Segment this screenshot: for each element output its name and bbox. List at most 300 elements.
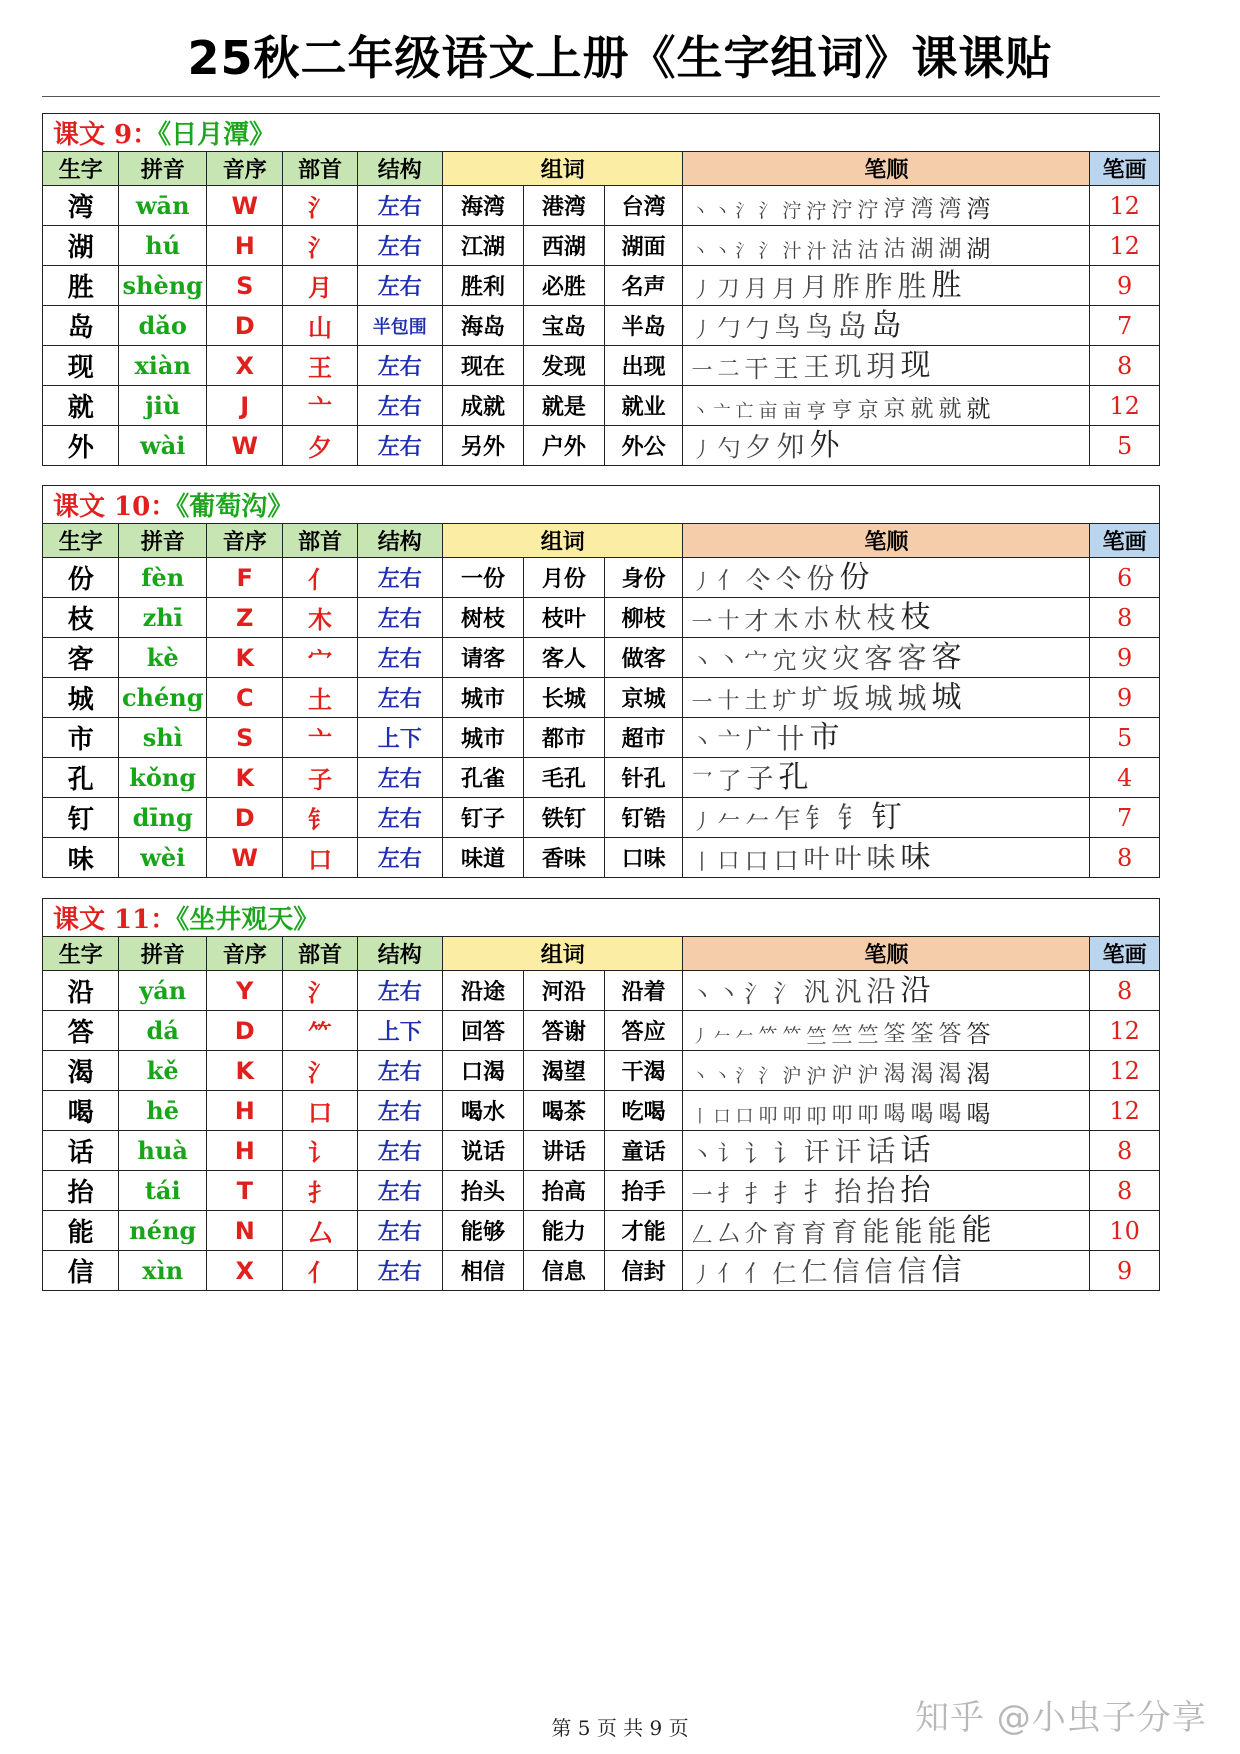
initial-letter-cell: D — [207, 798, 283, 838]
stroke-order-cell — [683, 1171, 1090, 1211]
stroke-step: 亻 — [744, 1261, 768, 1287]
stroke-step: 玥 — [866, 349, 896, 383]
stroke-step: 信 — [931, 1253, 962, 1288]
stroke-step: 口 — [717, 849, 740, 874]
word-cell: 海岛 — [443, 306, 524, 346]
stroke-step: 丶 — [691, 1143, 713, 1167]
table-row — [43, 758, 1160, 798]
radical-cell: 氵 — [283, 226, 357, 266]
watermark: 知乎 @小虫子分享 — [915, 1698, 1207, 1738]
character-cell: 钉 — [43, 798, 119, 838]
structure-cell: 上下 — [357, 1011, 442, 1051]
stroke-step: 味 — [866, 841, 896, 875]
table-row — [43, 1251, 1160, 1291]
structure-cell: 左右 — [357, 346, 442, 386]
word-cell: 城市 — [443, 678, 524, 718]
pinyin-cell: wān — [119, 186, 207, 226]
stroke-sequence — [691, 971, 1089, 1010]
table-row — [43, 306, 1160, 346]
stroke-step: 现 — [900, 348, 931, 383]
stroke-order-cell — [683, 838, 1090, 878]
stroke-step: 钅 — [805, 804, 833, 835]
stroke-order-cell — [683, 266, 1090, 306]
stroke-sequence — [691, 226, 1089, 265]
pinyin-cell: wài — [119, 426, 207, 466]
radical-cell: 氵 — [283, 1051, 357, 1091]
stroke-step: 城 — [897, 681, 927, 715]
initial-letter-cell: K — [207, 758, 283, 798]
table-row — [43, 1211, 1160, 1251]
word-cell: 香味 — [523, 838, 604, 878]
stroke-order-cell — [683, 678, 1090, 718]
stroke-step: 抬 — [900, 1173, 931, 1208]
radical-cell: 厶 — [283, 1211, 357, 1251]
stroke-step: 喝 — [883, 1102, 906, 1127]
stroke-step: 竺 — [806, 1024, 827, 1048]
pinyin-cell: yán — [119, 971, 207, 1011]
table-row — [43, 186, 1160, 226]
stroke-step: 汁 — [806, 239, 827, 263]
stroke-step: 氵 — [735, 201, 754, 222]
stroke-step: 能 — [961, 1213, 992, 1248]
stroke-step: 木 — [773, 606, 799, 635]
column-header-structure: 结构 — [357, 152, 442, 186]
structure-cell: 左右 — [357, 758, 442, 798]
stroke-order-cell — [683, 426, 1090, 466]
structure-cell: 左右 — [357, 426, 442, 466]
column-header-pinyin: 拼音 — [119, 524, 207, 558]
stroke-step: 月 — [744, 276, 768, 302]
word-cell: 河沿 — [523, 971, 604, 1011]
stroke-order-cell — [683, 1091, 1090, 1131]
pinyin-cell: hē — [119, 1091, 207, 1131]
column-header-order: 笔顺 — [683, 937, 1090, 971]
character-cell: 渴 — [43, 1051, 119, 1091]
stroke-step: 讦 — [803, 1138, 830, 1168]
stroke-count-cell: 12 — [1090, 226, 1160, 266]
stroke-step: 𠂉 — [735, 1026, 754, 1047]
stroke-step: 市 — [809, 720, 840, 755]
word-cell: 现在 — [443, 346, 524, 386]
word-cell: 枝叶 — [523, 598, 604, 638]
initial-letter-cell: J — [207, 386, 283, 426]
initial-letter-cell: X — [207, 1251, 283, 1291]
column-header-count: 笔画 — [1090, 524, 1160, 558]
table-row — [43, 266, 1160, 306]
stroke-step: 𠂉 — [745, 807, 770, 835]
pinyin-cell: fèn — [119, 558, 207, 598]
stroke-count-cell: 12 — [1090, 1051, 1160, 1091]
word-cell: 才能 — [604, 1211, 683, 1251]
stroke-step: 丿 — [691, 570, 713, 594]
word-cell: 半岛 — [604, 306, 683, 346]
stroke-step: 丨 — [691, 1107, 709, 1127]
character-cell: 湖 — [43, 226, 119, 266]
stroke-step: 就 — [938, 396, 962, 422]
word-cell: 童话 — [604, 1131, 683, 1171]
stroke-step: 玑 — [834, 352, 862, 383]
stroke-count-cell: 9 — [1090, 638, 1160, 678]
stroke-step: 答 — [938, 1021, 962, 1047]
stroke-step: 筌 — [883, 1022, 906, 1047]
stroke-step: 口 — [744, 847, 769, 875]
stroke-sequence — [691, 758, 1089, 797]
stroke-step: 筌 — [910, 1021, 934, 1047]
stroke-step: 味 — [900, 840, 931, 875]
stroke-step: 丶 — [691, 242, 709, 262]
stroke-step: 𠂉 — [717, 808, 741, 834]
stroke-sequence — [691, 1131, 1089, 1170]
initial-letter-cell: W — [207, 838, 283, 878]
column-header-char: 生字 — [43, 524, 119, 558]
stroke-step: 叩 — [782, 1105, 802, 1127]
stroke-sequence — [691, 838, 1089, 877]
stroke-step: 卄 — [776, 722, 805, 755]
pinyin-cell: wèi — [119, 838, 207, 878]
stroke-count-cell: 8 — [1090, 598, 1160, 638]
table-row — [43, 1171, 1160, 1211]
radical-cell: ⺮ — [283, 1011, 357, 1051]
stroke-step: 氵 — [758, 200, 778, 222]
column-header-seq: 音序 — [207, 152, 283, 186]
stroke-sequence — [691, 718, 1089, 757]
stroke-step: 抬 — [866, 1174, 896, 1208]
stroke-step: 渴 — [910, 1061, 934, 1087]
stroke-step: 亠 — [713, 402, 731, 422]
initial-letter-cell: W — [207, 426, 283, 466]
stroke-count-cell: 8 — [1090, 1171, 1160, 1211]
column-header-count: 笔画 — [1090, 937, 1160, 971]
column-header-seq: 音序 — [207, 524, 283, 558]
lesson-number: 课文 9： — [53, 120, 159, 150]
stroke-step: 口 — [713, 1107, 731, 1127]
stroke-step: 叩 — [758, 1105, 778, 1127]
initial-letter-cell: Z — [207, 598, 283, 638]
stroke-step: 喝 — [938, 1101, 962, 1127]
word-cell: 超市 — [604, 718, 683, 758]
stroke-step: 月 — [801, 273, 828, 303]
stroke-order-cell — [683, 971, 1090, 1011]
character-cell: 信 — [43, 1251, 119, 1291]
stroke-step: 沪 — [831, 1063, 853, 1087]
stroke-step: 汎 — [803, 978, 830, 1008]
stroke-step: 扌 — [744, 1180, 769, 1208]
pinyin-cell: kě — [119, 1051, 207, 1091]
stroke-step: 丿 — [691, 318, 713, 342]
pinyin-cell: shì — [119, 718, 207, 758]
stroke-count-cell: 12 — [1090, 1091, 1160, 1131]
stroke-step: 勺 — [717, 436, 741, 462]
word-cell: 请客 — [443, 638, 524, 678]
stroke-step: 圹 — [772, 687, 797, 715]
pinyin-cell: xiàn — [119, 346, 207, 386]
stroke-step: 口 — [735, 1106, 754, 1127]
stroke-order-cell — [683, 638, 1090, 678]
structure-cell: 左右 — [357, 226, 442, 266]
stroke-step: 子 — [746, 764, 774, 795]
radical-cell: 木 — [283, 598, 357, 638]
structure-cell: 左右 — [357, 1211, 442, 1251]
stroke-sequence — [691, 1211, 1089, 1250]
character-cell: 份 — [43, 558, 119, 598]
radical-cell: 氵 — [283, 971, 357, 1011]
structure-cell: 左右 — [357, 1091, 442, 1131]
stroke-step: 城 — [931, 680, 962, 715]
stroke-step: 亠 — [717, 728, 741, 754]
stroke-order-cell — [683, 186, 1090, 226]
radical-cell: 亻 — [283, 558, 357, 598]
stroke-count-cell: 12 — [1090, 386, 1160, 426]
stroke-step: 胜 — [931, 268, 962, 303]
stroke-sequence — [691, 346, 1089, 385]
stroke-step: 丿 — [691, 1263, 713, 1287]
stroke-count-cell: 4 — [1090, 758, 1160, 798]
word-cell: 外公 — [604, 426, 683, 466]
stroke-step: 泞 — [806, 199, 827, 223]
stroke-order-cell — [683, 306, 1090, 346]
stroke-order-cell — [683, 386, 1090, 426]
table-row — [43, 798, 1160, 838]
initial-letter-cell: X — [207, 346, 283, 386]
initial-letter-cell: H — [207, 1131, 283, 1171]
page-footer: 第 5 页 共 9 页 — [551, 1716, 689, 1740]
stroke-step: 亻 — [717, 1262, 740, 1287]
pinyin-cell: kǒng — [119, 758, 207, 798]
word-cell: 京城 — [604, 678, 683, 718]
lesson-number: 课文 10： — [53, 492, 177, 522]
title-divider — [42, 96, 1160, 97]
word-cell: 针孔 — [604, 758, 683, 798]
stroke-step: 灾 — [801, 645, 828, 675]
pinyin-cell: zhī — [119, 598, 207, 638]
stroke-step: 喝 — [910, 1101, 934, 1127]
stroke-step: 湾 — [910, 196, 934, 222]
word-cell: 吃喝 — [604, 1091, 683, 1131]
radical-cell: 亠 — [283, 386, 357, 426]
stroke-step: 灾 — [832, 644, 860, 675]
word-cell: 口渴 — [443, 1051, 524, 1091]
stroke-step: 丿 — [691, 810, 713, 834]
stroke-step: 丶 — [713, 242, 731, 262]
lesson-title: 《日月潭》 — [158, 120, 276, 150]
word-cell: 渴望 — [523, 1051, 604, 1091]
stroke-count-cell: 8 — [1090, 1131, 1160, 1171]
word-cell: 回答 — [443, 1011, 524, 1051]
column-header-pinyin: 拼音 — [119, 152, 207, 186]
stroke-step: 沪 — [782, 1065, 802, 1087]
initial-letter-cell: K — [207, 1051, 283, 1091]
initial-letter-cell: S — [207, 718, 283, 758]
radical-cell: 土 — [283, 678, 357, 718]
structure-cell: 左右 — [357, 266, 442, 306]
stroke-step: 广 — [745, 725, 772, 755]
column-header-order: 笔顺 — [683, 152, 1090, 186]
stroke-step: 湾 — [966, 195, 991, 223]
stroke-count-cell: 12 — [1090, 1011, 1160, 1051]
word-cell: 信封 — [604, 1251, 683, 1291]
stroke-step: 叩 — [831, 1103, 853, 1127]
stroke-step: 泞 — [831, 198, 853, 222]
stroke-order-cell — [683, 758, 1090, 798]
stroke-sequence — [691, 1091, 1089, 1130]
stroke-step: 湾 — [938, 196, 962, 222]
stroke-step: 外 — [809, 428, 840, 463]
initial-letter-cell: C — [207, 678, 283, 718]
word-cell: 都市 — [523, 718, 604, 758]
stroke-step: 朩 — [803, 605, 830, 635]
stroke-step: 氵 — [744, 980, 769, 1008]
stroke-sequence — [691, 798, 1089, 837]
word-cell: 城市 — [443, 718, 524, 758]
word-cell: 抬高 — [523, 1171, 604, 1211]
stroke-sequence — [691, 306, 1089, 345]
structure-cell: 左右 — [357, 798, 442, 838]
stroke-count-cell: 8 — [1090, 971, 1160, 1011]
stroke-step: 亨 — [831, 398, 853, 422]
table-row — [43, 838, 1160, 878]
stroke-count-cell: 6 — [1090, 558, 1160, 598]
stroke-step: 丶 — [691, 730, 713, 754]
stroke-step: 亩 — [782, 400, 802, 422]
stroke-step: 叶 — [803, 845, 830, 875]
stroke-step: 讠 — [717, 1142, 740, 1167]
column-header-order: 笔顺 — [683, 524, 1090, 558]
stroke-step: 丶 — [713, 1067, 731, 1087]
stroke-step: 叩 — [806, 1104, 827, 1128]
stroke-step: 沪 — [806, 1064, 827, 1088]
pinyin-cell: dīng — [119, 798, 207, 838]
stroke-order-cell — [683, 1131, 1090, 1171]
stroke-order-cell — [683, 798, 1090, 838]
initial-letter-cell: S — [207, 266, 283, 306]
word-cell: 说话 — [443, 1131, 524, 1171]
stroke-count-cell: 10 — [1090, 1211, 1160, 1251]
stroke-step: 份 — [839, 560, 870, 595]
structure-cell: 左右 — [357, 186, 442, 226]
radical-cell: 扌 — [283, 1171, 357, 1211]
lesson-section — [42, 113, 1160, 466]
stroke-step: 圹 — [801, 685, 828, 715]
character-cell: 现 — [43, 346, 119, 386]
structure-cell: 左右 — [357, 678, 442, 718]
word-cell: 一份 — [443, 558, 524, 598]
page-title: 25秋二年级语文上册《生字组词》课课贴 — [187, 31, 1053, 85]
character-cell: 枝 — [43, 598, 119, 638]
table-row — [43, 1051, 1160, 1091]
stroke-step: 一 — [691, 610, 713, 634]
initial-letter-cell: Y — [207, 971, 283, 1011]
word-cell: 名声 — [604, 266, 683, 306]
stroke-order-cell — [683, 1051, 1090, 1091]
stroke-step: 了 — [717, 767, 742, 795]
stroke-step: 喝 — [966, 1100, 991, 1128]
table-row — [43, 971, 1160, 1011]
stroke-step: 汁 — [782, 240, 802, 262]
word-cell: 相信 — [443, 1251, 524, 1291]
stroke-step: 介 — [744, 1221, 768, 1247]
stroke-step: 丶 — [691, 983, 713, 1007]
stroke-step: 话 — [900, 1133, 931, 1168]
stroke-order-cell — [683, 226, 1090, 266]
stroke-step: 丿 — [691, 278, 713, 302]
character-cell: 就 — [43, 386, 119, 426]
stroke-step: 话 — [866, 1134, 896, 1168]
stroke-step: 渴 — [938, 1061, 962, 1087]
stroke-step: 沽 — [883, 237, 906, 262]
pinyin-cell: dá — [119, 1011, 207, 1051]
column-header-char: 生字 — [43, 152, 119, 186]
lesson-heading — [43, 486, 1160, 524]
initial-letter-cell: W — [207, 186, 283, 226]
structure-cell: 左右 — [357, 1051, 442, 1091]
stroke-step: 丶 — [713, 202, 731, 222]
word-cell: 江湖 — [443, 226, 524, 266]
stroke-sequence — [691, 426, 1089, 465]
initial-letter-cell: D — [207, 306, 283, 346]
stroke-step: 沽 — [831, 238, 853, 262]
stroke-step: 钉 — [871, 800, 902, 835]
stroke-step: 胙 — [832, 272, 860, 303]
lesson-section — [42, 898, 1160, 1291]
word-cell: 味道 — [443, 838, 524, 878]
column-header-char: 生字 — [43, 937, 119, 971]
column-header-count: 笔画 — [1090, 152, 1160, 186]
stroke-step: 就 — [910, 396, 934, 422]
stroke-step: 𠂉 — [713, 1027, 731, 1047]
stroke-step: 胙 — [864, 270, 893, 303]
stroke-sequence — [691, 598, 1089, 637]
stroke-step: 才 — [744, 607, 769, 635]
radical-cell: 氵 — [283, 186, 357, 226]
character-cell: 胜 — [43, 266, 119, 306]
pinyin-cell: néng — [119, 1211, 207, 1251]
character-cell: 孔 — [43, 758, 119, 798]
character-cell: 味 — [43, 838, 119, 878]
word-cell: 柳枝 — [604, 598, 683, 638]
word-cell: 胜利 — [443, 266, 524, 306]
stroke-step: 厶 — [717, 1222, 740, 1247]
table-row — [43, 346, 1160, 386]
initial-letter-cell: H — [207, 1091, 283, 1131]
character-cell: 话 — [43, 1131, 119, 1171]
radical-cell: 子 — [283, 758, 357, 798]
column-header-words: 组词 — [443, 524, 683, 558]
stroke-step: 扌 — [717, 1182, 740, 1207]
table-row — [43, 558, 1160, 598]
stroke-step: 丶 — [717, 649, 740, 674]
pinyin-cell: kè — [119, 638, 207, 678]
stroke-count-cell: 8 — [1090, 838, 1160, 878]
radical-cell: 宀 — [283, 638, 357, 678]
word-cell: 必胜 — [523, 266, 604, 306]
column-header-words: 组词 — [443, 152, 683, 186]
stroke-step: 信 — [897, 1254, 927, 1288]
stroke-sequence — [691, 1251, 1089, 1290]
word-cell: 口味 — [604, 838, 683, 878]
initial-letter-cell: H — [207, 226, 283, 266]
radical-cell: 夕 — [283, 426, 357, 466]
word-cell: 做客 — [604, 638, 683, 678]
lesson-number: 课文 11： — [53, 905, 177, 935]
word-cell: 户外 — [523, 426, 604, 466]
stroke-step: 丿 — [691, 1027, 709, 1047]
stroke-step: 渴 — [883, 1062, 906, 1087]
word-cell: 月份 — [523, 558, 604, 598]
table-row — [43, 386, 1160, 426]
stroke-step: 王 — [773, 354, 799, 383]
pinyin-cell: jiù — [119, 386, 207, 426]
stroke-sequence — [691, 266, 1089, 305]
